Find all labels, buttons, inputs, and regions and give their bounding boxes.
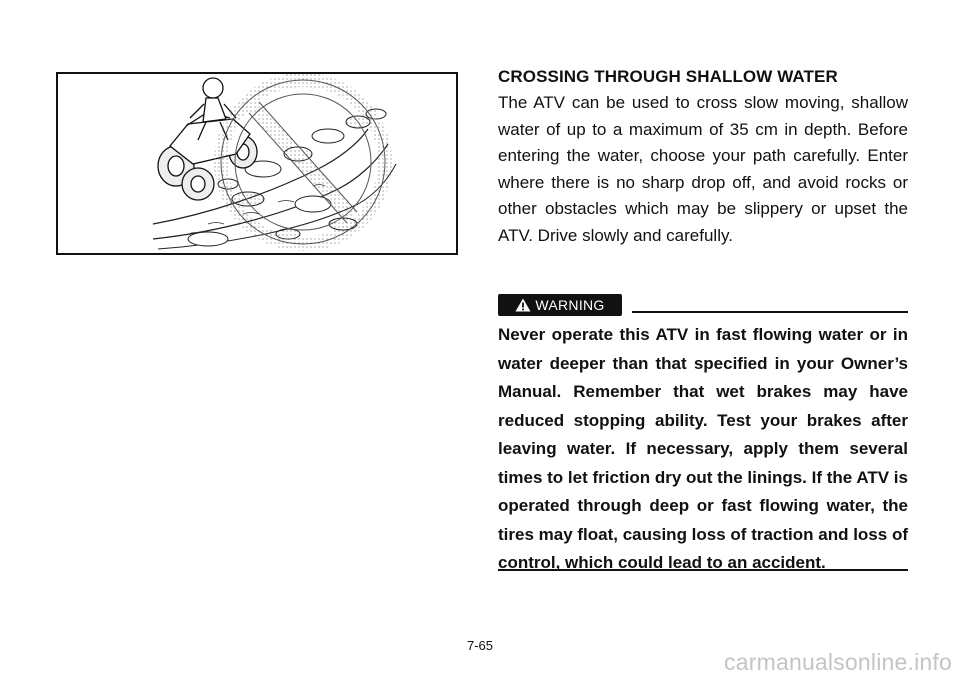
- warning-bottom-rule: [498, 569, 908, 571]
- warning-text: Never operate this ATV in fast flowing water or in water deeper than that specified in your Owner’s Manual. Remember that wet brakes may have reduced stopping ability. Test your brakes after leaving water. If necessary, apply them several times to let friction dry out the linings. If the ATV is operated through deep or fast flowing water, the tires may float, causing loss of traction and loss of control, which could lead to an accident.: [498, 325, 908, 572]
- section-body: The ATV can be used to cross slow moving, shallow water of up to a maximum of 35 cm in depth. Before entering the water, choose your path carefully. Enter where there is no sharp drop off, and avoid rocks or other obstacles which may be slippery or upset the ATV. Drive slowly and carefully.: [498, 93, 908, 245]
- no-atv-in-water-illustration: [58, 74, 456, 253]
- watermark: carmanualsonline.info: [724, 649, 952, 675]
- warning-label: WARNING: [535, 297, 605, 313]
- illustration-frame: [56, 72, 458, 255]
- warning-header: [498, 294, 908, 318]
- warning-triangle-icon: [515, 298, 531, 312]
- warning-divider: [632, 311, 908, 313]
- page-number: 7-65: [466, 638, 494, 653]
- section-block: [498, 64, 908, 249]
- warning-badge: [498, 294, 622, 316]
- section-title: CROSSING THROUGH SHALLOW WATER: [498, 67, 838, 86]
